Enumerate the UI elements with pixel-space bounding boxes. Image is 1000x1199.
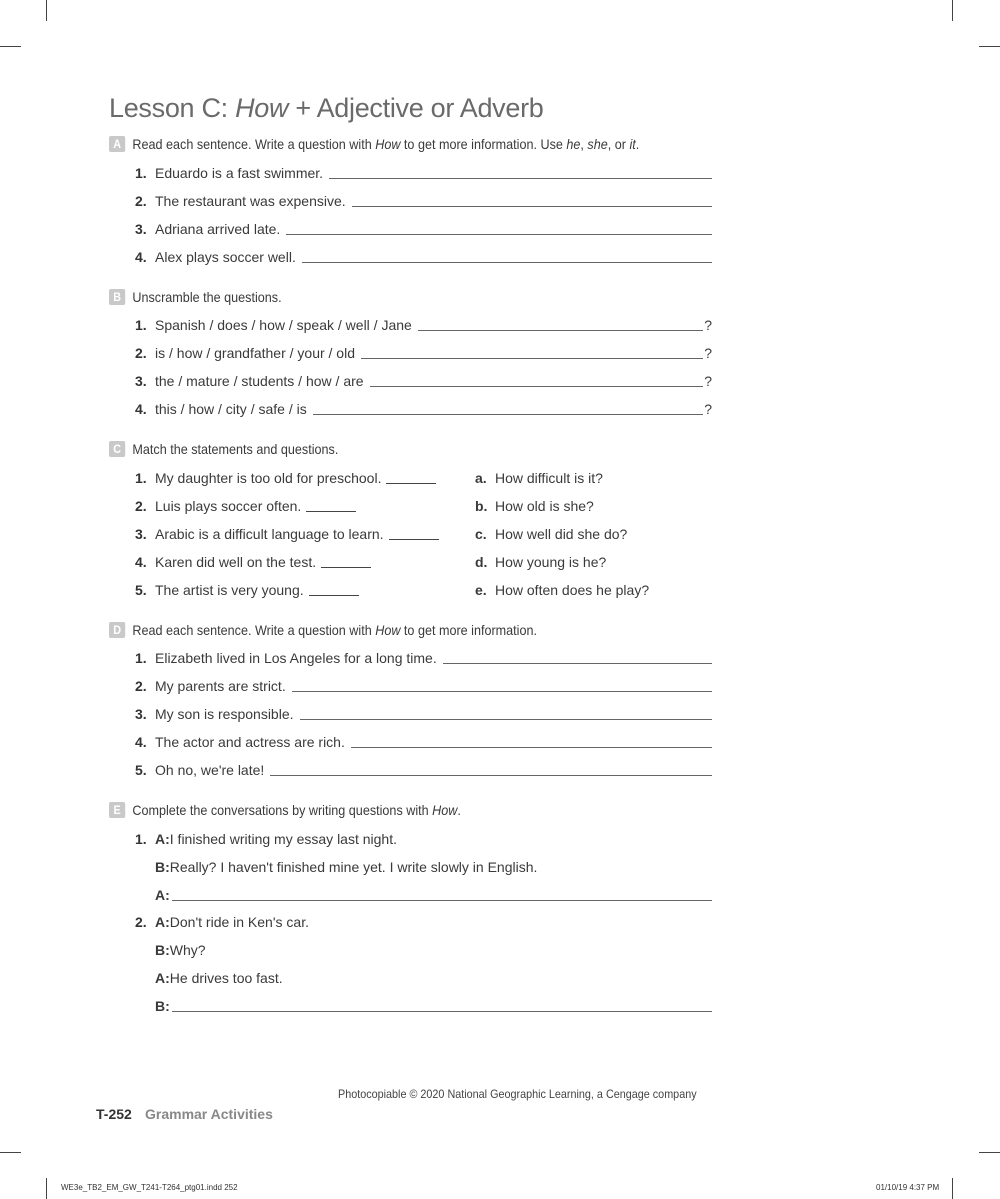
crop-mark (952, 1178, 953, 1199)
section-badge: A (109, 136, 125, 152)
match-blank[interactable] (306, 511, 356, 512)
match-statement: 4. Karen did well on the test. (135, 552, 371, 570)
section-a-instruction: Read each sentence. Write a question with How to get more information. Use he, she, or it. (132, 136, 640, 152)
section-c-instruction: Match the statements and questions. (132, 441, 339, 457)
answer-line[interactable] (351, 746, 712, 748)
answer-line[interactable] (361, 357, 703, 359)
crop-mark (46, 1178, 47, 1199)
crop-mark (46, 0, 47, 21)
answer-line[interactable] (443, 662, 712, 664)
conversation-line: B: Really? I haven't finished mine yet. I write slowly in English. (155, 859, 538, 875)
answer-line[interactable] (270, 774, 712, 776)
match-option: a. How difficult is it? (475, 470, 603, 486)
section-badge: E (109, 802, 125, 818)
exercise-item: 5. Oh no, we're late! (135, 760, 712, 778)
exercise-item: 4. Alex plays soccer well. (135, 247, 712, 265)
exercise-item: 4. The actor and actress are rich. (135, 732, 712, 750)
conversation-line: B: Why? (155, 942, 206, 958)
exercise-item: 3. the / mature / students / how / are ? (135, 373, 712, 389)
exercise-item: 1. Spanish / does / how / speak / well / Jane ? (135, 317, 712, 333)
answer-line[interactable] (418, 329, 703, 331)
match-option: b. How old is she? (475, 498, 594, 514)
exercise-item: 1. Elizabeth lived in Los Angeles for a long time. (135, 648, 712, 666)
section-badge: D (109, 622, 125, 638)
answer-line[interactable] (302, 261, 712, 263)
section-c-heading (109, 441, 338, 457)
exercise-item: 3. My son is responsible. (135, 704, 712, 722)
section-e-heading (109, 802, 461, 818)
page-title: Lesson C: How + Adjective or Adverb (109, 93, 544, 123)
exercise-item: 2. is / how / grandfather / your / old ? (135, 345, 712, 361)
conversation-line: 2. A: Don't ride in Ken's car. (135, 914, 309, 930)
exercise-item: 2. The restaurant was expensive. (135, 191, 712, 209)
match-option: d. How young is he? (475, 554, 607, 570)
match-statement: 3. Arabic is a difficult language to learn. (135, 524, 439, 542)
match-statement: 1. My daughter is too old for preschool. (135, 468, 436, 486)
conversation-line: B: (155, 996, 712, 1014)
section-badge: B (109, 289, 125, 305)
match-option: c. How well did she do? (475, 526, 628, 542)
section-d-instruction: Read each sentence. Write a question with How to get more information. (132, 622, 538, 638)
conversation-line: 1. A: I finished writing my essay last night. (135, 831, 397, 847)
answer-line[interactable] (286, 233, 712, 235)
answer-line[interactable] (172, 899, 712, 901)
answer-line[interactable] (313, 413, 703, 415)
crop-mark (979, 46, 1000, 47)
crop-mark (952, 0, 953, 21)
exercise-item: 2. My parents are strict. (135, 676, 712, 694)
crop-mark (0, 1152, 21, 1153)
page-number: T-252 (96, 1106, 132, 1122)
match-blank[interactable] (389, 539, 439, 540)
crop-mark (979, 1152, 1000, 1153)
file-slug: WE3e_TB2_EM_GW_T241-T264_ptg01.indd 252 (61, 1183, 238, 1192)
section-e-instruction: Complete the conversations by writing questions with How. (132, 802, 461, 818)
answer-line[interactable] (300, 718, 712, 720)
conversation-line: A: He drives too fast. (155, 970, 283, 986)
section-a-heading (109, 136, 639, 152)
match-blank[interactable] (386, 483, 436, 484)
match-statement: 5. The artist is very young. (135, 580, 359, 598)
section-badge: C (109, 441, 125, 457)
section-b-instruction: Unscramble the questions. (132, 289, 282, 305)
answer-line[interactable] (172, 1010, 712, 1012)
crop-mark (0, 46, 21, 47)
section-d-heading (109, 622, 537, 638)
match-blank[interactable] (309, 595, 359, 596)
copyright-notice: Photocopiable © 2020 National Geographic Learning, a Cengage company (338, 1087, 697, 1101)
section-b-heading (109, 289, 282, 305)
section-name: Grammar Activities (145, 1106, 273, 1122)
exercise-item: 4. this / how / city / safe / is ? (135, 401, 712, 417)
match-blank[interactable] (321, 567, 371, 568)
answer-line[interactable] (329, 177, 712, 179)
conversation-line: A: (155, 885, 712, 903)
answer-line[interactable] (370, 385, 704, 387)
answer-line[interactable] (352, 205, 712, 207)
match-option: e. How often does he play? (475, 582, 650, 598)
exercise-item: 3. Adriana arrived late. (135, 219, 712, 237)
exercise-item: 1. Eduardo is a fast swimmer. (135, 163, 712, 181)
date-slug: 01/10/19 4:37 PM (876, 1183, 940, 1192)
answer-line[interactable] (292, 690, 712, 692)
match-statement: 2. Luis plays soccer often. (135, 496, 356, 514)
